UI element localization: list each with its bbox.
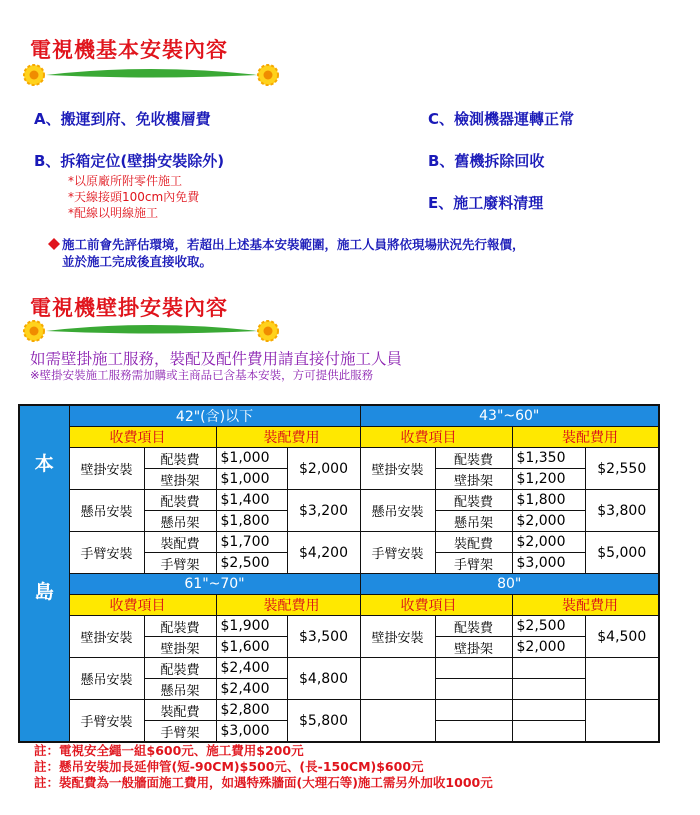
- install-type: 手臂安裝: [69, 532, 144, 574]
- footnote: 註：懸吊安裝加長延伸管(短-90CM)$500元、(長-150CM)$600元: [34, 759, 424, 774]
- fee-price: $1,900: [216, 616, 287, 637]
- sunflower-icon: [258, 321, 278, 341]
- fee-total: $2,000: [287, 448, 360, 490]
- empty-cell: [360, 700, 435, 743]
- fee-total: $3,200: [287, 490, 360, 532]
- fee-total: $2,550: [585, 448, 659, 490]
- fee-total: $5,000: [585, 532, 659, 574]
- region-label-top: 本: [34, 452, 54, 475]
- wall-section-title: 電視機壁掛安裝內容: [30, 296, 228, 320]
- subheader-items: 收費項目: [69, 595, 216, 616]
- fee-total: $3,800: [585, 490, 659, 532]
- fee-label: 配裝費: [144, 490, 216, 511]
- install-type: 壁掛安裝: [360, 448, 435, 490]
- basic-sub-notes: [68, 173, 199, 221]
- sunflower-divider: [20, 64, 282, 86]
- fee-label: 裝配費: [144, 700, 216, 721]
- table-row: [19, 700, 659, 721]
- green-swoosh: [46, 69, 258, 78]
- fee-price: $2,000: [512, 637, 585, 658]
- fee-price: $2,400: [216, 658, 287, 679]
- sub-note: *配線以明線施工: [68, 206, 159, 220]
- warning-line: 並於施工完成後直接收取。: [62, 254, 213, 269]
- empty-cell: [435, 658, 512, 679]
- footnotes: [34, 743, 493, 791]
- fee-price: $1,000: [216, 469, 287, 490]
- sunflower-divider: [20, 320, 282, 342]
- footnote: 註：電視安全繩一組$600元、施工費用$200元: [34, 743, 304, 758]
- empty-cell: [512, 679, 585, 700]
- subheader-fees: 裝配費用: [512, 427, 659, 448]
- fee-label: 壁掛架: [435, 637, 512, 658]
- fee-label: 配裝費: [144, 448, 216, 469]
- empty-cell: [435, 700, 512, 721]
- empty-cell: [435, 721, 512, 743]
- subheader-fees: 裝配費用: [512, 595, 659, 616]
- fee-label: 壁掛架: [435, 469, 512, 490]
- fee-price: $2,800: [216, 700, 287, 721]
- basic-item-a: A、搬運到府、免收樓層費: [34, 110, 211, 128]
- warning-line: 施工前會先評估環境，若超出上述基本安裝範圍，施工人員將依現場狀況先行報價，: [62, 237, 525, 252]
- sub-note: *天線接頭100cm內免費: [68, 190, 200, 204]
- fee-total: $4,200: [287, 532, 360, 574]
- table-row: [19, 532, 659, 553]
- fee-label: 手臂架: [144, 553, 216, 574]
- empty-cell: [512, 658, 585, 679]
- fee-label: 懸吊架: [435, 511, 512, 532]
- fee-price: $1,600: [216, 637, 287, 658]
- fee-price: $3,000: [216, 721, 287, 743]
- basic-warning: [62, 236, 525, 270]
- subheader-items: 收費項目: [69, 427, 216, 448]
- basic-item-e: E、施工廢料清理: [428, 194, 544, 212]
- group-header: 42"(含)以下: [69, 405, 360, 427]
- empty-cell: [585, 658, 659, 700]
- fee-label: 配裝費: [435, 490, 512, 511]
- basic-item-c: C、檢測機器運轉正常: [428, 110, 575, 128]
- fee-price: $1,200: [512, 469, 585, 490]
- fee-price: $1,800: [216, 511, 287, 532]
- wall-subnotice: ※壁掛安裝施工服務需加購或主商品已含基本安裝，方可提供此服務: [30, 368, 374, 382]
- fee-price: $1,000: [216, 448, 287, 469]
- install-type: 壁掛安裝: [69, 448, 144, 490]
- empty-cell: [512, 721, 585, 743]
- empty-cell: [435, 679, 512, 700]
- empty-cell: [360, 658, 435, 700]
- empty-cell: [512, 700, 585, 721]
- install-type: 手臂安裝: [360, 532, 435, 574]
- empty-cell: [585, 700, 659, 743]
- fee-price: $2,000: [512, 511, 585, 532]
- table-row: [19, 490, 659, 511]
- fee-price: $3,000: [512, 553, 585, 574]
- price-table: [18, 404, 660, 743]
- sunflower-icon: [24, 65, 44, 85]
- install-type: 懸吊安裝: [360, 490, 435, 532]
- fee-label: 配裝費: [435, 448, 512, 469]
- fee-label: 裝配費: [435, 532, 512, 553]
- fee-price: $2,000: [512, 532, 585, 553]
- subheader-items: 收費項目: [360, 595, 512, 616]
- install-type: 懸吊安裝: [69, 658, 144, 700]
- group-header: 43"~60": [360, 405, 659, 427]
- diamond-bullet-icon: [48, 238, 60, 250]
- green-swoosh: [46, 325, 258, 334]
- subheader-fees: 裝配費用: [216, 427, 360, 448]
- fee-price: $1,800: [512, 490, 585, 511]
- fee-label: 手臂架: [144, 721, 216, 743]
- subheader-fees: 裝配費用: [216, 595, 360, 616]
- sunflower-icon: [24, 321, 44, 341]
- install-type: 手臂安裝: [69, 700, 144, 743]
- fee-price: $1,700: [216, 532, 287, 553]
- fee-label: 壁掛架: [144, 469, 216, 490]
- fee-label: 懸吊架: [144, 679, 216, 700]
- basic-item-old-removal: B、舊機拆除回收: [428, 152, 545, 170]
- install-type: 壁掛安裝: [360, 616, 435, 658]
- install-type: 懸吊安裝: [69, 490, 144, 532]
- sunflower-icon: [258, 65, 278, 85]
- fee-total: $5,800: [287, 700, 360, 743]
- fee-label: 懸吊架: [144, 511, 216, 532]
- table-row: [19, 448, 659, 469]
- fee-label: 配裝費: [144, 658, 216, 679]
- fee-total: $4,500: [585, 616, 659, 658]
- sub-note: *以原廠所附零件施工: [68, 174, 183, 188]
- group-header: 61"~70": [69, 574, 360, 595]
- fee-label: 壁掛架: [144, 637, 216, 658]
- fee-label: 手臂架: [435, 553, 512, 574]
- fee-price: $2,500: [216, 553, 287, 574]
- install-type: 壁掛安裝: [69, 616, 144, 658]
- fee-price: $1,350: [512, 448, 585, 469]
- fee-label: 裝配費: [144, 532, 216, 553]
- basic-section-title: 電視機基本安裝內容: [30, 38, 228, 62]
- footnote: 註：裝配費為一般牆面施工費用，如遇特殊牆面(大理石等)施工需另外加收1000元: [34, 775, 493, 790]
- subheader-items: 收費項目: [360, 427, 512, 448]
- table-row: [19, 658, 659, 679]
- fee-total: $3,500: [287, 616, 360, 658]
- region-label-bottom: 島: [34, 580, 54, 603]
- fee-price: $1,400: [216, 490, 287, 511]
- fee-price: $2,500: [512, 616, 585, 637]
- region-label: [19, 405, 69, 742]
- group-header: 80": [360, 574, 659, 595]
- fee-label: 配裝費: [144, 616, 216, 637]
- table-row: [19, 616, 659, 637]
- basic-item-b: B、拆箱定位(壁掛安裝除外): [34, 152, 225, 170]
- wall-notice: 如需壁掛施工服務，裝配及配件費用請直接付施工人員: [30, 350, 403, 368]
- fee-total: $4,800: [287, 658, 360, 700]
- fee-price: $2,400: [216, 679, 287, 700]
- fee-label: 配裝費: [435, 616, 512, 637]
